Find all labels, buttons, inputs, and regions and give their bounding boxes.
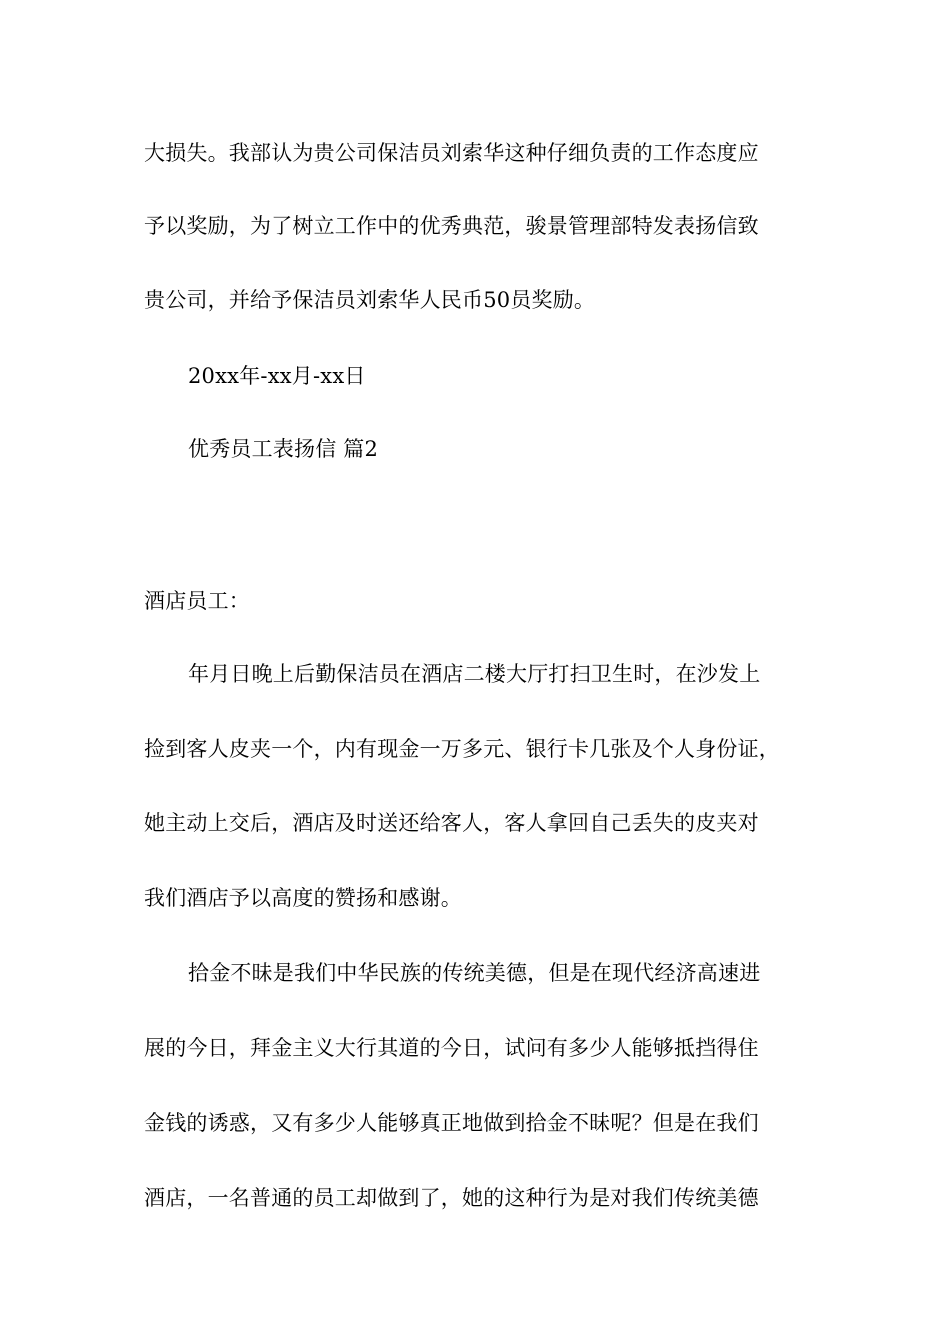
paragraph-line: 我们酒店予以高度的赞扬和感谢。 [144,886,462,910]
paragraph-line: 大损失。我部认为贵公司保洁员刘索华这种仔细负责的工作态度应 [144,141,759,165]
paragraph-line: 金钱的诱惑，又有多少人能够真正地做到拾金不昧呢？但是在我们 [144,1111,759,1135]
paragraph-line: 拾金不昧是我们中华民族的传统美德，但是在现代经济高速进 [188,961,761,985]
date-line: 20xx年-xx月-xx日 [188,364,366,388]
paragraph-line: 予以奖励，为了树立工作中的优秀典范，骏景管理部特发表扬信致 [144,214,759,238]
paragraph-line: 展的今日，拜金主义大行其道的今日，试问有多少人能够抵挡得住 [144,1036,759,1060]
paragraph-line: 年月日晚上后勤保洁员在酒店二楼大厅打扫卫生时，在沙发上 [188,662,761,686]
paragraph-line: 酒店，一名普通的员工却做到了，她的这种行为是对我们传统美德 [144,1186,759,1210]
paragraph-line: 捡到客人皮夹一个，内有现金一万多元、银行卡几张及个人身份证， [144,737,780,761]
paragraph-line: 她主动上交后，酒店及时送还给客人，客人拿回自己丢失的皮夹对 [144,811,759,835]
section-heading: 优秀员工表扬信 篇2 [188,437,379,461]
salutation: 酒店员工： [144,589,250,613]
paragraph-line: 贵公司，并给予保洁员刘索华人民币50员奖励。 [144,288,596,312]
